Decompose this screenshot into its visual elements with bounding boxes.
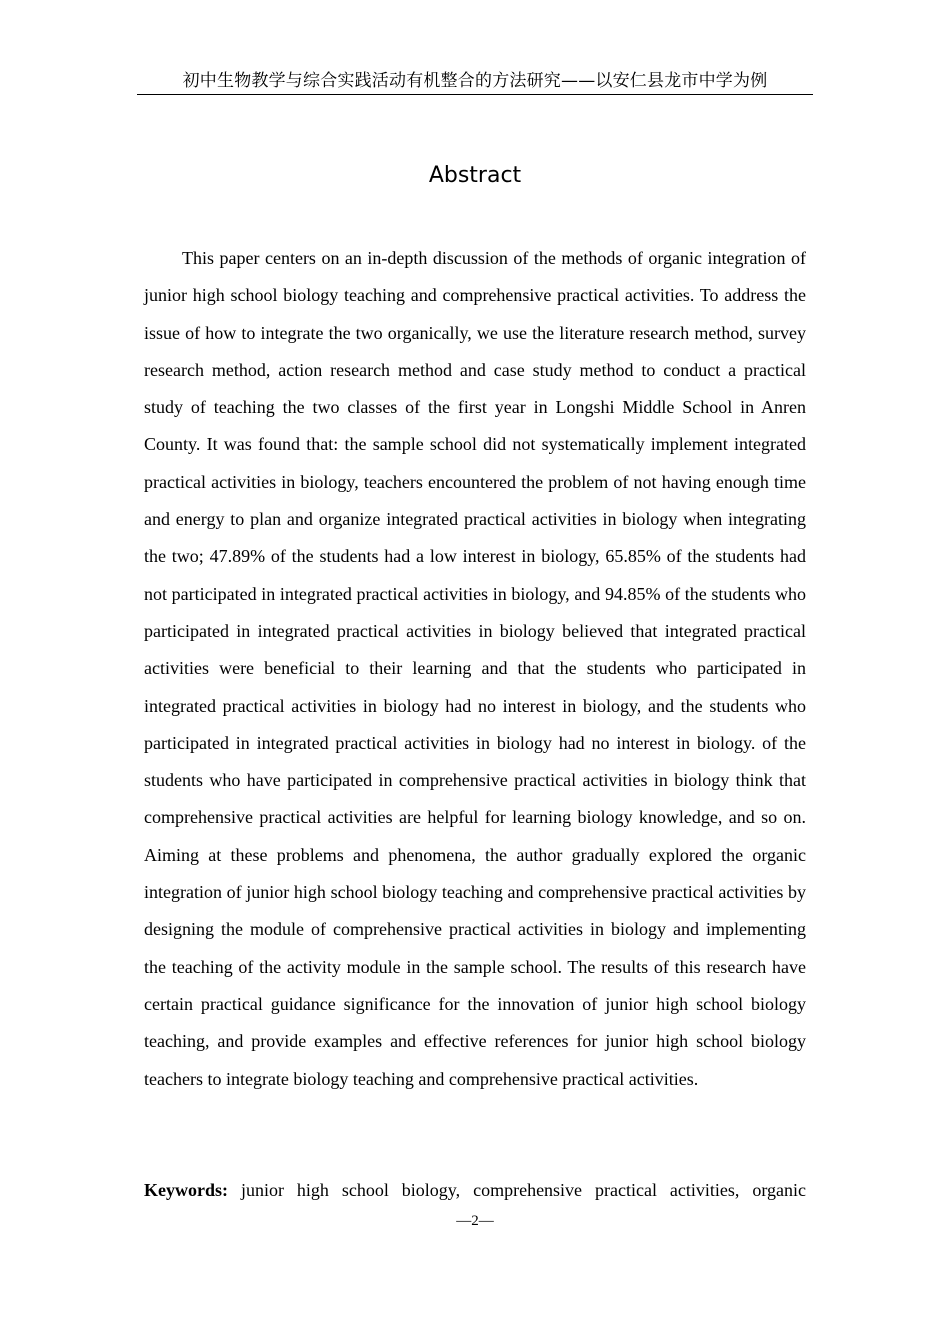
page-number: —2— (456, 1213, 494, 1229)
keywords-label: Keywords: (144, 1180, 228, 1200)
abstract-title: Abstract (428, 163, 522, 188)
keywords-text: junior high school biology, comprehensive practical activities, organic (240, 1180, 806, 1200)
running-header: 初中生物教学与综合实践活动有机整合的方法研究——以安仁县龙市中学为例 (137, 70, 813, 95)
keywords-line (144, 1172, 806, 1209)
abstract-body: This paper centers on an in-depth discussion of the methods of organic integration of junior high school biology teaching and comprehensive practical activities. To address the issue of how to integrate the two organically, we use the literature research method, survey research method, action research method and case study method to conduct a practical study of teaching the two classes of the first year in Longshi Middle School in Anren County. It was found that: the sample school did not systematically implement integrated practical activities in biology, teachers encountered the problem of not having enough time and energy to plan and organize integrated practical activities in biology when integrating the two; 47.89% of the students had a low interest in biology, 65.85% of the students had not participated in integrated practical activities in biology, and 94.85% of the students who participated in integrated practical activities in biology believed that integrated practical activities were beneficial to their learning and that the students who participated in integrated practical activities in biology had no interest in biology, and the students who participated in integrated practical activities in biology had no interest in biology. of the students who have participated in comprehensive practical activities in biology think that comprehensive practical activities are helpful for learning biology knowledge, and so on. Aiming at these problems and phenomena, the author gradually explored the organic integration of junior high school biology teaching and comprehensive practical activities by designing the module of comprehensive practical activities in biology and implementing the teaching of the activity module in the sample school. The results of this research have certain practical guidance significance for the innovation of junior high school biology teaching, and provide examples and effective references for junior high school biology teachers to integrate biology teaching and comprehensive practical activities. (144, 248, 806, 1089)
